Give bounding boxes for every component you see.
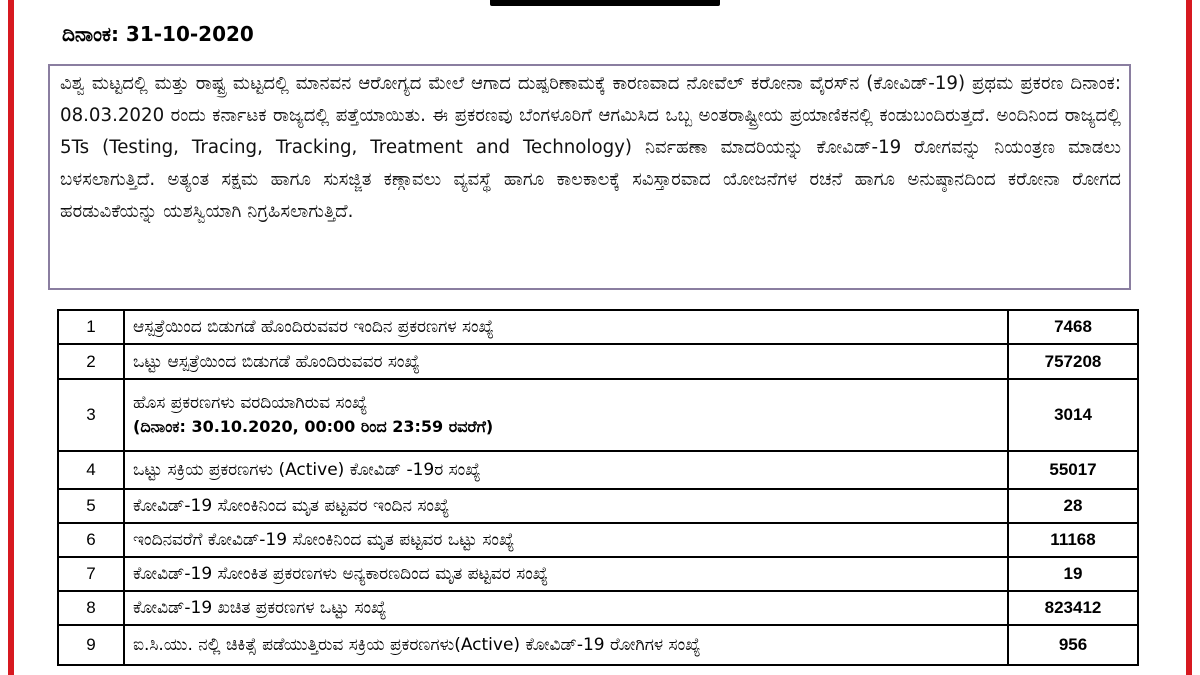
row-number: 1: [58, 310, 124, 344]
row-value: 3014: [1008, 379, 1138, 451]
row-label: ಹೊಸ ಪ್ರಕರಣಗಳು ವರದಿಯಾಗಿರುವ ಸಂಖ್ಯೆ: [133, 393, 368, 413]
table-row: [58, 557, 1138, 591]
row-value: 28: [1008, 489, 1138, 523]
bulletin-date: ದಿನಾಂಕ: 31-10-2020: [62, 22, 254, 46]
row-label: ಐ.ಸಿ.ಯು. ನಲ್ಲಿ ಚಿಕಿತ್ಸೆ ಪಡೆಯುತ್ತಿರುವ ಸಕ್ರಿಯ ಪ್ರಕರಣಗಳು(Active) ಕೋವಿಡ್-19 ರೋಗಿಗಳ ಸಂಖ್ಯೆ: [124, 625, 1008, 665]
row-number: 6: [58, 523, 124, 557]
cropped-heading-remnant: [490, 0, 720, 6]
left-red-border: [0, 0, 22, 675]
row-number: 2: [58, 344, 124, 379]
row-number: 8: [58, 591, 124, 625]
table-row: [58, 591, 1138, 625]
row-value: 823412: [1008, 591, 1138, 625]
row-value: 7468: [1008, 310, 1138, 344]
row-number: 4: [58, 451, 124, 489]
row-value: 956: [1008, 625, 1138, 665]
row-number: 3: [58, 379, 124, 451]
row-label-multiline: [124, 379, 1008, 451]
row-label: ಕೋವಿಡ್-19 ಸೋಂಕಿತ ಪ್ರಕರಣಗಳು ಅನ್ಯಕಾರಣದಿಂದ ಮೃತ ಪಟ್ಟವರ ಸಂಖ್ಯೆ: [124, 557, 1008, 591]
covid-stats-table: [57, 309, 1139, 666]
row-label: ಇಂದಿನವರೆಗೆ ಕೋವಿಡ್-19 ಸೋಂಕಿನಿಂದ ಮೃತ ಪಟ್ಟವರ ಒಟ್ಟು ಸಂಖ್ಯೆ: [124, 523, 1008, 557]
row-value: 11168: [1008, 523, 1138, 557]
row-value: 757208: [1008, 344, 1138, 379]
table-row: [58, 523, 1138, 557]
row-sublabel: (ದಿನಾಂಕ: 30.10.2020, 00:00 ರಿಂದ 23:59 ರವರೆಗೆ): [133, 417, 494, 436]
row-label: ಕೋವಿಡ್-19 ಖಚಿತ ಪ್ರಕರಣಗಳ ಒಟ್ಟು ಸಂಖ್ಯೆ: [124, 591, 1008, 625]
row-number: 7: [58, 557, 124, 591]
table-row: [58, 451, 1138, 489]
table-row: [58, 489, 1138, 523]
row-value: 55017: [1008, 451, 1138, 489]
row-value: 19: [1008, 557, 1138, 591]
intro-paragraph: ವಿಶ್ವ ಮಟ್ಟದಲ್ಲಿ ಮತ್ತು ರಾಷ್ಟ್ರ ಮಟ್ಟದಲ್ಲಿ ಮಾನವನ ಆರೋಗ್ಯದ ಮೇಲೆ ಆಗಾದ ದುಷ್ಪರಿಣಾಮಕ್ಕೆ ಕಾರಣವಾದ ನೋವೆಲ್ ಕರೋನಾ ವೈರಸ್‌ನ (ಕೋವಿಡ್-19) ಪ್ರಥಮ ಪ್ರಕರಣ ದಿನಾಂಕ: 08.03.2020 ರಂದು ಕರ್ನಾಟಕ ರಾಜ್ಯದಲ್ಲಿ ಪತ್ತೆಯಾಯಿತು. ಈ ಪ್ರಕರಣವು ಬೆಂಗಳೂರಿಗೆ ಆಗಮಿಸಿದ ಒಬ್ಬ ಅಂತರಾಷ್ಟ್ರೀಯ ಪ್ರಯಾಣಿಕನಲ್ಲಿ ಕಂಡುಬಂದಿರುತ್ತದೆ. ಅಂದಿನಿಂದ ರಾಜ್ಯದಲ್ಲಿ 5Ts (Testing, Tracing, Tracking, Treatment and Technology) ನಿರ್ವಹಣಾ ಮಾದರಿಯನ್ನು ಕೋವಿಡ್-19 ರೋಗವನ್ನು ನಿಯಂತ್ರಣ ಮಾಡಲು ಬಳಸಲಾಗುತ್ತಿದೆ. ಅತ್ಯಂತ ಸಕ್ಷಮ ಹಾಗೂ ಸುಸಜ್ಜಿತ ಕಣ್ಗಾವಲು ವ್ಯವಸ್ಥೆ ಹಾಗೂ ಕಾಲಕಾಲಕ್ಕೆ ಸವಿಸ್ತಾರವಾದ ಯೋಜನೆಗಳ ರಚನೆ ಹಾಗೂ ಅನುಷ್ಠಾನದಿಂದ ಕರೋನಾ ರೋಗದ ಹರಡುವಿಕೆಯನ್ನು ಯಶಸ್ವಿಯಾಗಿ ನಿಗ್ರಹಿಸಲಾಗುತ್ತಿದೆ.: [48, 64, 1131, 290]
row-label: ಕೋವಿಡ್-19 ಸೋಂಕಿನಿಂದ ಮೃತ ಪಟ್ಟವರ ಇಂದಿನ ಸಂಖ್ಯೆ: [124, 489, 1008, 523]
table-row: [58, 310, 1138, 344]
row-number: 9: [58, 625, 124, 665]
row-label: ಆಸ್ಪತ್ರೆಯಿಂದ ಬಿಡುಗಡೆ ಹೊಂದಿರುವವರ ಇಂದಿನ ಪ್ರಕರಣಗಳ ಸಂಖ್ಯೆ: [124, 310, 1008, 344]
table-row: [58, 344, 1138, 379]
row-label: ಒಟ್ಟು ಆಸ್ಪತ್ರೆಯಿಂದ ಬಿಡುಗಡೆ ಹೊಂದಿರುವವರ ಸಂಖ್ಯೆ: [124, 344, 1008, 379]
row-number: 5: [58, 489, 124, 523]
table-row: [58, 625, 1138, 665]
row-label: ಒಟ್ಟು ಸಕ್ರಿಯ ಪ್ರಕರಣಗಳು (Active) ಕೋವಿಡ್ -19ರ ಸಂಖ್ಯೆ: [124, 451, 1008, 489]
right-red-border: [1178, 0, 1200, 675]
table-row: [58, 379, 1138, 451]
